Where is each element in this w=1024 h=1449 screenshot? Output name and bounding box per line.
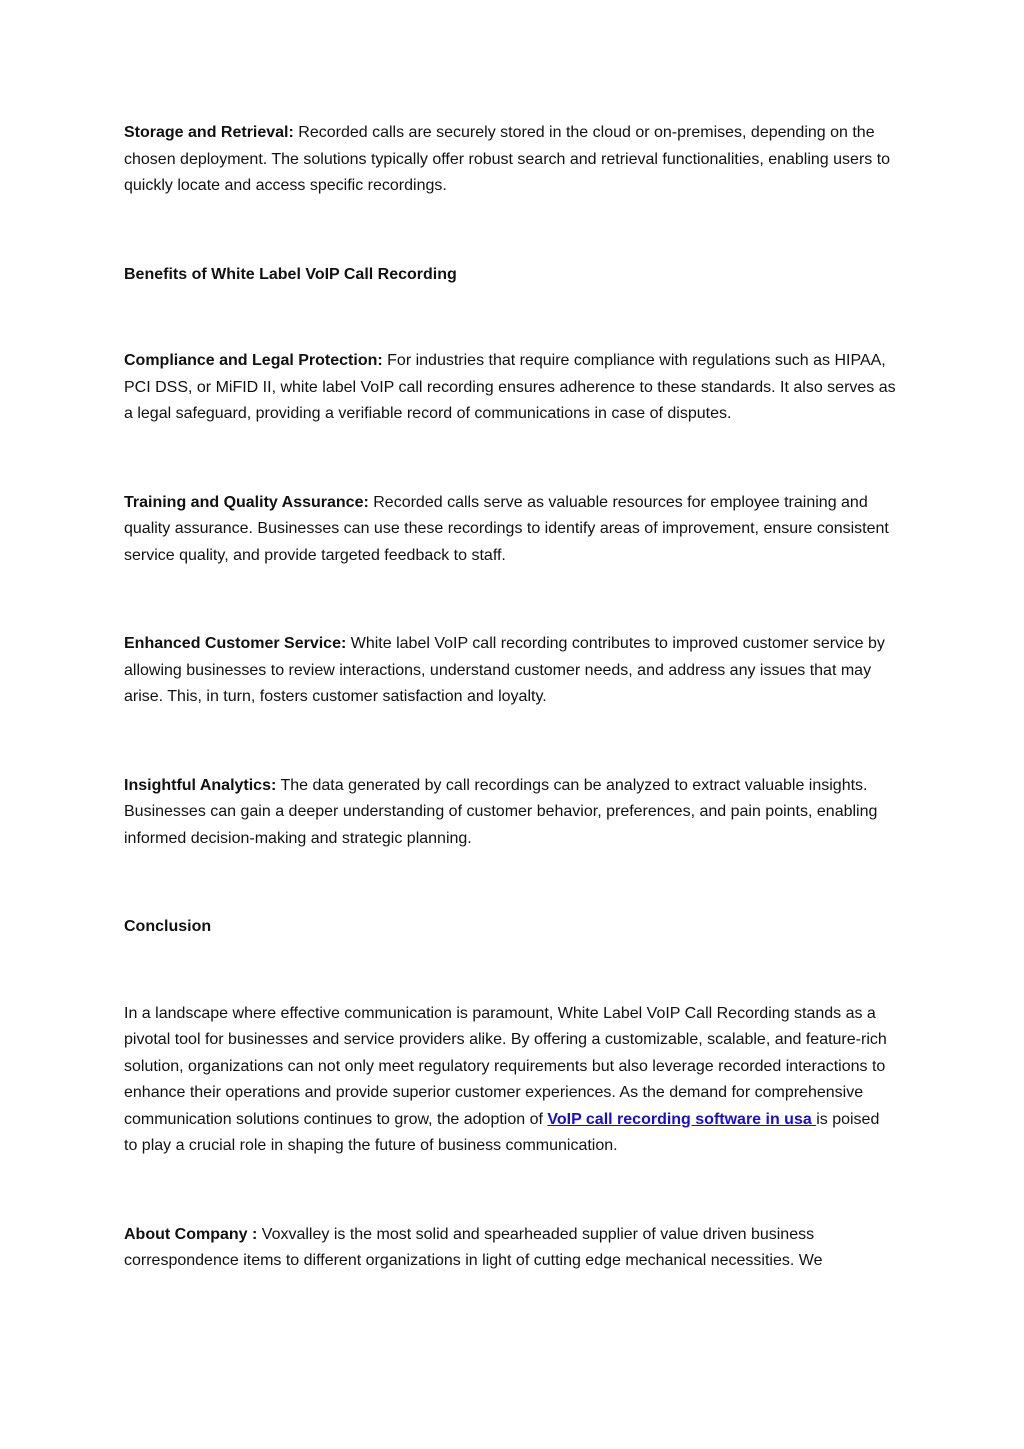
about-text: Voxvalley is the most solid and spearheaded supplier of value driven business correspondence items to different organizations in light of cutting edge mechanical necessities. We — [124, 1225, 823, 1269]
analytics-text: The data generated by call recordings can be analyzed to extract valuable insights. Businesses can gain a deeper understanding of customer behavior, preferences, and pain points, enabling informed decision-making and strategic planning. — [124, 776, 878, 847]
customer-service-lead: Enhanced Customer Service: — [124, 635, 347, 652]
conclusion-text-after: is poised to play a crucial role in shaping the future of business communication. — [124, 1110, 880, 1154]
conclusion-paragraph — [124, 1001, 896, 1160]
conclusion-text-before: In a landscape where effective communication is paramount, White Label VoIP Call Recording stands as a pivotal tool for businesses and service providers alike. By offering a customizable, scalable, and feature-rich solution, organizations can not only meet regulatory requirements but also leverage recorded interactions to enhance their operations and provide superior customer experiences. As the demand for comprehensive communication solutions continues to grow, the adoption of — [124, 1004, 887, 1128]
compliance-text: For industries that require compliance with regulations such as HIPAA, PCI DSS, or MiFID II, white label VoIP call recording ensures adherence to these standards. It also serves as a legal safeguard, providing a verifiable record of communications in case of disputes. — [124, 352, 896, 422]
customer-service-text: White label VoIP call recording contributes to improved customer service by allowing businesses to review interactions, understand customer needs, and address any issues that may arise. This, in turn, fosters customer satisfaction and loyalty. — [124, 635, 885, 705]
about-paragraph — [124, 1222, 896, 1275]
conclusion-heading: Conclusion — [124, 918, 212, 935]
training-text: Recorded calls serve as valuable resources for employee training and quality assurance. Businesses can use these recordings to identify areas of improvement, ensure consistent service quality, and provide targeted feedback to staff. — [124, 493, 889, 564]
storage-text: Recorded calls are securely stored in the cloud or on-premises, depending on the chosen deployment. The solutions typically offer robust search and retrieval functionalities, enabling users to quickly locate and access specific recordings. — [124, 124, 891, 194]
compliance-lead: Compliance and Legal Protection: — [124, 352, 383, 369]
customer-service-paragraph — [124, 631, 896, 711]
storage-paragraph — [124, 120, 896, 200]
analytics-lead: Insightful Analytics: — [124, 776, 277, 794]
training-paragraph — [124, 490, 896, 570]
voip-software-link[interactable]: VoIP call recording software in usa — [547, 1110, 817, 1128]
compliance-paragraph — [124, 348, 896, 428]
about-lead: About Company : — [124, 1225, 258, 1243]
document-page — [124, 120, 896, 1275]
benefits-heading: Benefits of White Label VoIP Call Recording — [124, 265, 457, 283]
training-lead: Training and Quality Assurance: — [124, 493, 369, 511]
storage-lead: Storage and Retrieval: — [124, 124, 294, 141]
analytics-paragraph — [124, 773, 896, 853]
